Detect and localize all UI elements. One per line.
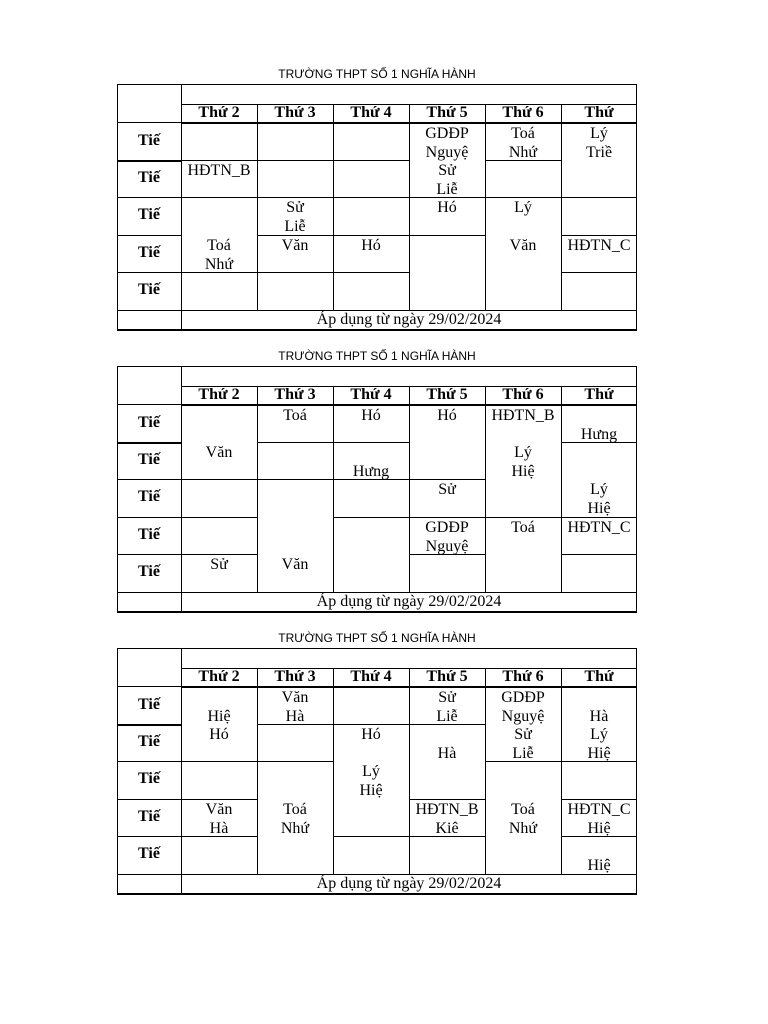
lesson-cell	[333, 725, 409, 744]
lesson-cell	[181, 555, 257, 574]
effective-date: Áp dụng từ ngày 29/02/2024	[316, 875, 502, 892]
period-row-rule	[117, 442, 181, 444]
lesson-text: Nhứ	[508, 820, 538, 837]
period-label: Tiế	[138, 132, 160, 149]
lesson-text: Liễ	[436, 181, 458, 198]
period-header-rule	[117, 404, 181, 405]
lesson-text: Liễ	[436, 708, 458, 725]
lesson-text: Văn	[281, 556, 309, 573]
lesson-text: Hà	[209, 820, 229, 837]
lesson-cell	[561, 800, 637, 838]
lesson-cell	[561, 124, 637, 162]
lesson-text: Toá	[511, 125, 535, 142]
school-name-3: TRƯỜNG THPT SỐ 1 NGHĨA HÀNH	[278, 631, 476, 645]
day-header: Thứ 6	[502, 104, 544, 121]
lesson-text: Văn	[205, 801, 233, 818]
lesson-cell	[333, 762, 409, 800]
period-header-rule	[117, 686, 181, 687]
lesson-text: Liễ	[512, 745, 534, 762]
lesson-text	[409, 725, 485, 744]
cell-rule	[257, 479, 333, 480]
lesson-text	[181, 688, 257, 707]
lesson-cell	[561, 480, 637, 518]
day-header: Thứ 6	[502, 668, 544, 685]
period-row-rule	[117, 272, 181, 273]
day-header: Thứ 4	[350, 104, 392, 121]
school-name-1: TRƯỜNG THPT SỐ 1 NGHĨA HÀNH	[278, 67, 476, 81]
cell-rule	[561, 554, 637, 555]
lesson-text	[561, 688, 637, 707]
period-label: Tiế	[138, 414, 160, 431]
day-header: Thứ 2	[198, 386, 240, 403]
lesson-text: Lý	[590, 125, 608, 142]
lesson-text: Sử	[210, 556, 228, 573]
day-header: Thứ 3	[274, 386, 316, 403]
period-row-rule	[117, 724, 181, 726]
lesson-cell	[409, 161, 485, 199]
lesson-text: Nhứ	[280, 820, 310, 837]
lesson-cell	[485, 124, 561, 162]
lesson-text: HĐTN_C	[567, 237, 631, 254]
lesson-text: Hó	[437, 407, 457, 424]
period-label: Tiế	[138, 526, 160, 543]
lesson-text: Hiệ	[587, 820, 611, 837]
cell-rule	[181, 761, 333, 762]
lesson-text: GDĐP	[425, 125, 469, 142]
day-column-rule	[333, 104, 334, 310]
lesson-text: Toá	[283, 407, 307, 424]
day-header: Thứ 2	[198, 104, 240, 121]
period-row-rule	[117, 761, 181, 762]
lesson-text: Sử	[286, 199, 304, 216]
lesson-text: Sử	[438, 162, 456, 179]
lesson-text: Nguyệ	[501, 708, 545, 725]
period-row-rule	[117, 310, 181, 311]
lesson-cell	[257, 236, 333, 255]
lesson-text: Văn	[205, 444, 233, 461]
lesson-cell	[181, 725, 257, 744]
cell-rule	[181, 479, 257, 480]
lesson-text: Nguyệ	[425, 144, 469, 161]
lesson-text: Hiệ	[587, 857, 611, 874]
lesson-cell	[181, 161, 257, 180]
lesson-cell	[181, 688, 257, 726]
lesson-text: Toá	[511, 801, 535, 818]
period-header-rule	[117, 122, 181, 123]
period-label: Tiế	[138, 808, 160, 825]
lesson-cell	[485, 800, 561, 838]
period-label: Tiế	[138, 451, 160, 468]
period-label: Tiế	[138, 488, 160, 505]
lesson-text: Hiệ	[207, 708, 231, 725]
timetable-2	[117, 366, 637, 612]
lesson-text: Kiê	[435, 820, 459, 837]
period-row-rule	[117, 554, 181, 555]
lesson-text: Hưng	[352, 463, 390, 480]
period-label: Tiế	[138, 845, 160, 862]
day-header: Thứ	[584, 668, 614, 685]
lesson-text: Sử	[438, 689, 456, 706]
lesson-text: Lý	[514, 199, 532, 216]
lesson-text: Lý	[514, 444, 532, 461]
lesson-cell	[257, 406, 333, 425]
lesson-text: Hiệ	[511, 463, 535, 480]
lesson-text: Hiệ	[587, 745, 611, 762]
lesson-text	[561, 406, 637, 425]
lesson-cell	[485, 236, 561, 255]
lesson-text: HĐTN_B	[415, 801, 479, 818]
lesson-text: Hó	[437, 199, 457, 216]
lesson-cell	[561, 236, 637, 255]
period-row-rule	[117, 235, 181, 236]
lesson-cell	[561, 406, 637, 444]
timetable-grid	[117, 84, 637, 330]
lesson-cell	[409, 198, 485, 217]
lesson-cell	[409, 518, 485, 556]
day-header: Thứ 5	[426, 386, 468, 403]
day-header: Thứ	[584, 386, 614, 403]
cell-rule	[181, 517, 257, 518]
period-row-rule	[117, 479, 181, 480]
lesson-cell	[561, 518, 637, 537]
lesson-cell	[409, 725, 485, 763]
day-header: Thứ 3	[274, 104, 316, 121]
lesson-cell	[257, 800, 333, 838]
lesson-cell	[257, 688, 333, 726]
table-border-bottom	[117, 329, 637, 331]
lesson-text: HĐTN_C	[567, 801, 631, 818]
effective-date: Áp dụng từ ngày 29/02/2024	[316, 593, 502, 610]
lesson-text: Sử	[514, 726, 532, 743]
lesson-text: Hó	[361, 237, 381, 254]
school-name-2: TRƯỜNG THPT SỐ 1 NGHĨA HÀNH	[278, 349, 476, 363]
lesson-text: Toá	[511, 519, 535, 536]
lesson-text: Nhứ	[204, 256, 234, 273]
lesson-cell	[409, 480, 485, 499]
lesson-cell	[561, 688, 637, 726]
lesson-cell	[561, 725, 637, 763]
period-row-rule	[117, 517, 181, 518]
table-border-top	[117, 366, 637, 367]
table-border-top	[117, 84, 637, 85]
table-border-bottom	[117, 611, 637, 613]
day-header: Thứ	[584, 104, 614, 121]
day-header: Thứ 4	[350, 386, 392, 403]
cell-rule	[561, 272, 637, 273]
lesson-text: Nhứ	[508, 144, 538, 161]
period-label: Tiế	[138, 770, 160, 787]
lesson-text: Hó	[361, 407, 381, 424]
lesson-cell	[561, 837, 637, 875]
lesson-cell	[257, 198, 333, 236]
lesson-cell	[257, 555, 333, 574]
lesson-text: HĐTN_C	[567, 519, 631, 536]
period-label: Tiế	[138, 281, 160, 298]
period-label: Tiế	[138, 696, 160, 713]
lesson-text: Toá	[283, 801, 307, 818]
lesson-cell	[333, 236, 409, 255]
lesson-text: HĐTN_B	[187, 162, 251, 179]
lesson-cell	[485, 725, 561, 763]
period-label: Tiế	[138, 206, 160, 223]
period-label: Tiế	[138, 244, 160, 261]
lesson-cell	[181, 443, 257, 462]
timetable-grid	[117, 366, 637, 612]
cell-rule	[257, 442, 333, 443]
day-header: Thứ 6	[502, 386, 544, 403]
effective-date: Áp dụng từ ngày 29/02/2024	[316, 311, 502, 328]
lesson-text: Lý	[590, 481, 608, 498]
lesson-cell	[333, 406, 409, 425]
lesson-text: Lý	[590, 726, 608, 743]
period-row-rule	[117, 836, 181, 837]
lesson-cell	[409, 688, 485, 726]
lesson-cell	[181, 236, 257, 274]
lesson-cell	[333, 443, 409, 481]
lesson-cell	[485, 518, 561, 537]
table-border-top	[117, 648, 637, 649]
lesson-text: HĐTN_B	[491, 407, 555, 424]
lesson-text: Hà	[589, 708, 609, 725]
lesson-text: Triề	[585, 144, 613, 161]
lesson-cell	[181, 800, 257, 838]
lesson-text: Văn	[281, 689, 309, 706]
period-label: Tiế	[138, 563, 160, 580]
lesson-text: Liễ	[284, 218, 306, 235]
period-row-rule	[117, 592, 181, 593]
lesson-cell	[409, 406, 485, 425]
table-border-bottom	[117, 893, 637, 895]
lesson-text: Lý	[362, 763, 380, 780]
lesson-text: Hà	[437, 745, 457, 762]
lesson-cell	[485, 443, 561, 481]
lesson-text: Nguyệ	[425, 538, 469, 555]
lesson-text: Văn	[509, 237, 537, 254]
lesson-cell	[485, 688, 561, 726]
lesson-text: Hó	[361, 726, 381, 743]
day-header: Thứ 4	[350, 668, 392, 685]
cell-rule	[409, 235, 485, 236]
period-row-rule	[117, 160, 181, 162]
day-header: Thứ 3	[274, 668, 316, 685]
lesson-text: Hà	[285, 708, 305, 725]
lesson-text: Văn	[281, 237, 309, 254]
day-header: Thứ 2	[198, 668, 240, 685]
lesson-text	[561, 837, 637, 856]
day-header: Thứ 5	[426, 668, 468, 685]
lesson-text: GDĐP	[425, 519, 469, 536]
lesson-text: Hưng	[580, 426, 618, 443]
lesson-cell	[409, 124, 485, 162]
lesson-text: Toá	[207, 237, 231, 254]
timetable-grid	[117, 648, 637, 894]
lesson-text: Sử	[438, 481, 456, 498]
lesson-text: Hiệ	[587, 500, 611, 517]
period-row-rule	[117, 874, 181, 875]
period-label: Tiế	[138, 169, 160, 186]
lesson-cell	[485, 406, 561, 425]
lesson-text: Hó	[209, 726, 229, 743]
period-row-rule	[117, 197, 181, 198]
lesson-cell	[485, 198, 561, 217]
timetable-3	[117, 648, 637, 894]
lesson-text: GDĐP	[501, 689, 545, 706]
day-header: Thứ 5	[426, 104, 468, 121]
lesson-text: Hiệ	[359, 782, 383, 799]
timetable-1	[117, 84, 637, 330]
lesson-text	[333, 443, 409, 462]
period-row-rule	[117, 799, 181, 800]
lesson-cell	[409, 800, 485, 838]
period-label: Tiế	[138, 733, 160, 750]
